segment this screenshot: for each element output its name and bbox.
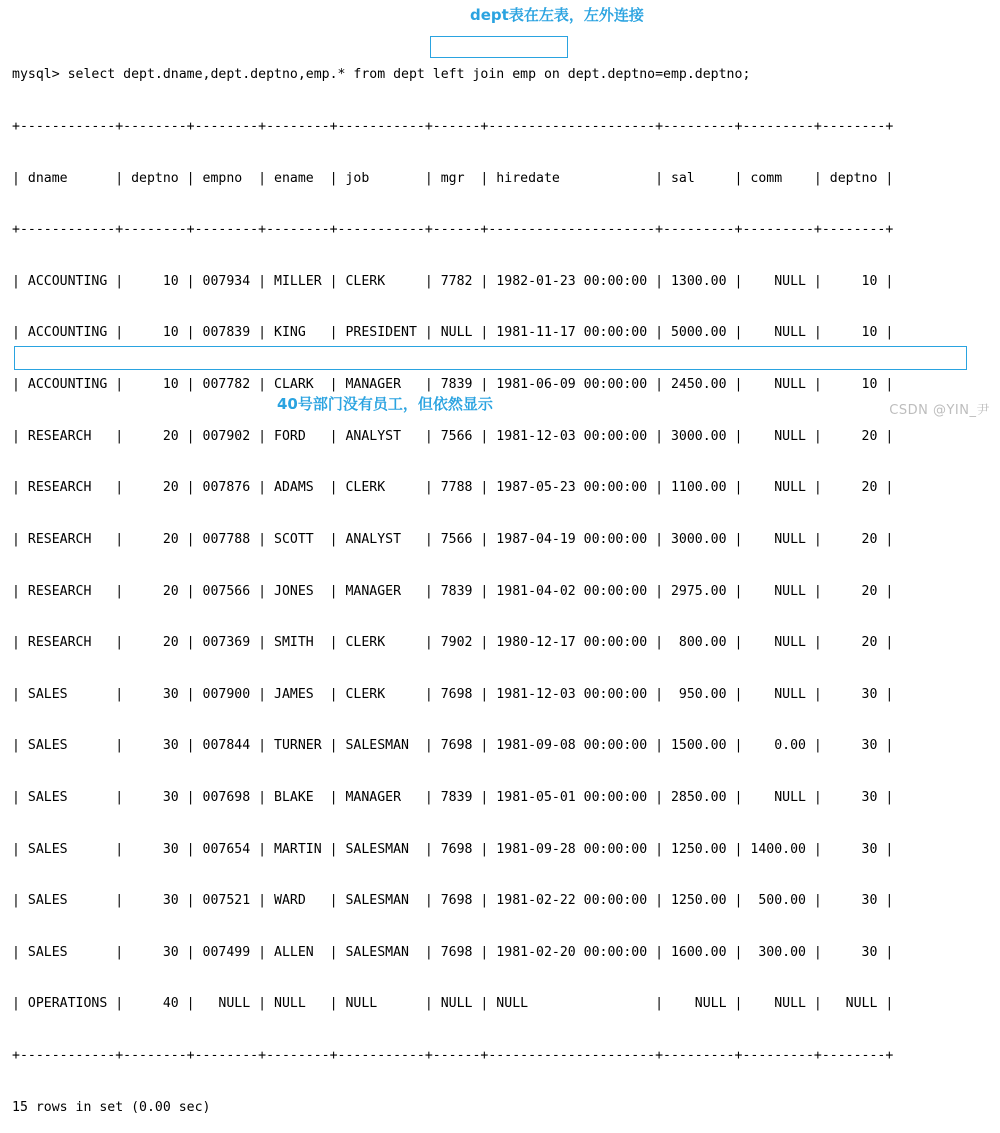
- table-row: | SALES | 30 | 007844 | TURNER | SALESMAN | 7698 | 1981-09-08 00:00:00 | 1500.00 | 0.00 | 30 |: [12, 738, 894, 754]
- table-row: | RESEARCH | 20 | 007902 | FORD | ANALYST | 7566 | 1981-12-03 00:00:00 | 3000.00 | NULL | 20 |: [12, 428, 894, 444]
- table-separator-top: +------------+--------+--------+--------+-----------+------+---------------------+---------+---------+--------+: [12, 119, 894, 135]
- terminal-output: [12, 32, 893, 1133]
- table-separator-bottom: +------------+--------+--------+--------+-----------+------+---------------------+---------+---------+--------+: [12, 1047, 894, 1063]
- table-row: | SALES | 30 | 007521 | WARD | SALESMAN | 7698 | 1981-02-22 00:00:00 | 1250.00 | 500.00 | 30 |: [12, 893, 894, 909]
- table-row: | SALES | 30 | 007900 | JAMES | CLERK | 7698 | 1981-12-03 00:00:00 | 950.00 | NULL | 30 |: [12, 686, 894, 702]
- sql-prompt-line: mysql> select dept.dname,dept.deptno,emp.* from dept left join emp on dept.deptno=emp.deptno;: [12, 67, 751, 83]
- table-row: | ACCOUNTING | 10 | 007934 | MILLER | CLERK | 7782 | 1982-01-23 00:00:00 | 1300.00 | NULL | 10 |: [12, 273, 894, 289]
- table-row: | SALES | 30 | 007698 | BLAKE | MANAGER | 7839 | 1981-05-01 00:00:00 | 2850.00 | NULL | 30 |: [12, 789, 894, 805]
- table-row: | RESEARCH | 20 | 007876 | ADAMS | CLERK | 7788 | 1987-05-23 00:00:00 | 1100.00 | NULL | 20 |: [12, 480, 894, 496]
- table-row: | SALES | 30 | 007499 | ALLEN | SALESMAN | 7698 | 1981-02-20 00:00:00 | 1600.00 | 300.00 | 30 |: [12, 944, 894, 960]
- table-row: | ACCOUNTING | 10 | 007839 | KING | PRESIDENT | NULL | 1981-11-17 00:00:00 | 5000.00 | NULL | 10 |: [12, 325, 894, 341]
- table-row: | ACCOUNTING | 10 | 007782 | CLARK | MANAGER | 7839 | 1981-06-09 00:00:00 | 2450.00 | NULL | 10 |: [12, 377, 894, 393]
- table-row-null: | OPERATIONS | 40 | NULL | NULL | NULL | NULL | NULL | NULL | NULL | NULL |: [12, 996, 894, 1012]
- annotation-top: dept表在左表，左外连接: [470, 6, 644, 24]
- table-separator-mid: +------------+--------+--------+--------+-----------+------+---------------------+---------+---------+--------+: [12, 222, 894, 238]
- table-row: | RESEARCH | 20 | 007788 | SCOTT | ANALYST | 7566 | 1987-04-19 00:00:00 | 3000.00 | NULL | 20 |: [12, 531, 894, 547]
- table-row: | RESEARCH | 20 | 007566 | JONES | MANAGER | 7839 | 1981-04-02 00:00:00 | 2975.00 | NULL | 20 |: [12, 583, 894, 599]
- result-count-line: 15 rows in set (0.00 sec): [12, 1099, 211, 1115]
- table-row: | RESEARCH | 20 | 007369 | SMITH | CLERK | 7902 | 1980-12-17 00:00:00 | 800.00 | NULL | 20 |: [12, 635, 894, 651]
- table-header-row: | dname | deptno | empno | ename | job | mgr | hiredate | sal | comm | deptno |: [12, 170, 894, 186]
- table-row: | SALES | 30 | 007654 | MARTIN | SALESMAN | 7698 | 1981-09-28 00:00:00 | 1250.00 | 1400.00 | 30 |: [12, 841, 894, 857]
- watermark: CSDN @YIN_尹: [889, 403, 990, 418]
- annotation-bottom: 40号部门没有员工，但依然显示: [277, 395, 493, 413]
